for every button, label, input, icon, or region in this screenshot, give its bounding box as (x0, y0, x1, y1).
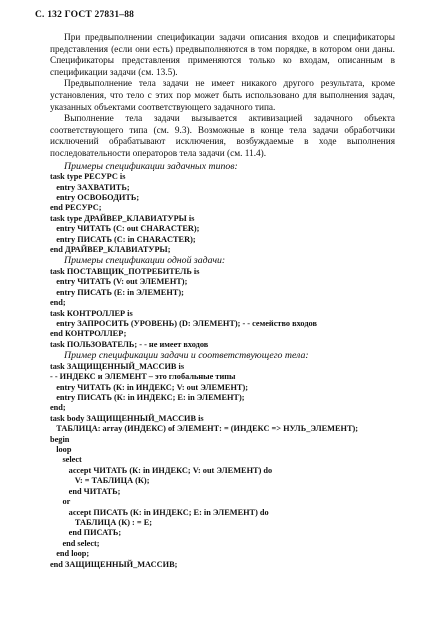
page-header: С. 132 ГОСТ 27831–88 (35, 10, 135, 20)
example-2-title: Примеры спецификации одной задачи: (64, 255, 226, 267)
example-3-code: task ЗАЩИЩЕННЫЙ_МАССИВ is - - ИНДЕКС и ЭЛЕМЕНТ – это глобальные типы entry ЧИТАТЬ (К: in ИНДЕКС; V: out ЭЛЕМЕНТ); entry ПИСАТЬ (К: in ИНДЕКС; Е: in ЭЛЕМЕНТ); end; task body ЗАЩИЩЕННЫЙ_МАССИВ is ТАБЛИЦА: array (ИНДЕКС) of ЭЛЕМЕНТ: = (ИНДЕКС => НУЛЬ_ЭЛЕМЕНТ); begin loop select accept ЧИТАТЬ (К: in ИНДЕКС; V: out ЭЛЕМЕНТ) do V: = ТАБЛИЦА (К); end ЧИТАТЬ; or accept ПИСАТЬ (К: in ИНДЕКС; Е: in ЭЛЕМЕНТ) do ТАБЛИЦА (К) : = Е; end ПИСАТЬ; end select; end loop; end ЗАЩИЩЕННЫЙ_МАССИВ; (50, 361, 359, 569)
example-2-code: task ПОСТАВЩИК_ПОТРЕБИТЕЛЬ is entry ЧИТАТЬ (V: out ЭЛЕМЕНТ); entry ПИСАТЬ (Е: in ЭЛЕМЕНТ); end; task КОНТРОЛЛЕР is entry ЗАПРОСИТЬ (УРОВЕНЬ) (D: ЭЛЕМЕНТ); - - семейство входов end КОНТРОЛЛЕР; task ПОЛЬЗОВАТЕЛЬ; - - не имеет входов (50, 266, 317, 349)
example-3-title: Пример спецификации задачи и соответствующего тела: (64, 350, 309, 362)
paragraph-2: Предвыполнение тела задачи не имеет никакого другого результата, кроме установления, что тело с этих пор может быть использовано для выполнения задач, указанных объектами соответствующего задачного типа. (50, 79, 395, 113)
paragraph-3: Выполнение тела задачи вызывается активизацией задачного объекта соответствующего типа (см. 9.3). Возможные в конце тела задачи обработчики исключений обрабатывают исключения, возбуждаемые в ходе выполнения последовательности операторов тела задачи (см. 11.4). (50, 114, 395, 159)
paragraph-1: При предвыполнении спецификации задачи описания входов и спецификаторы представления (если они есть) предвыполняются в том порядке, в котором они даны. Спецификаторы представления применяются только ко входам, описанным в спецификации задачи (см. 13.5). (50, 33, 395, 78)
example-1-title: Примеры спецификации задачных типов: (64, 160, 238, 172)
page-content (50, 33, 395, 570)
example-1-code: task type РЕСУРС is entry ЗАХВАТИТЬ; entry ОСВОБОДИТЬ; end РЕСУРС; task type ДРАЙВЕР_КЛАВИАТУРЫ is entry ЧИТАТЬ (С: out CHARACTER); entry ПИСАТЬ (С: in CHARACTER); end ДРАЙВЕР_КЛАВИАТУРЫ; (50, 172, 200, 254)
